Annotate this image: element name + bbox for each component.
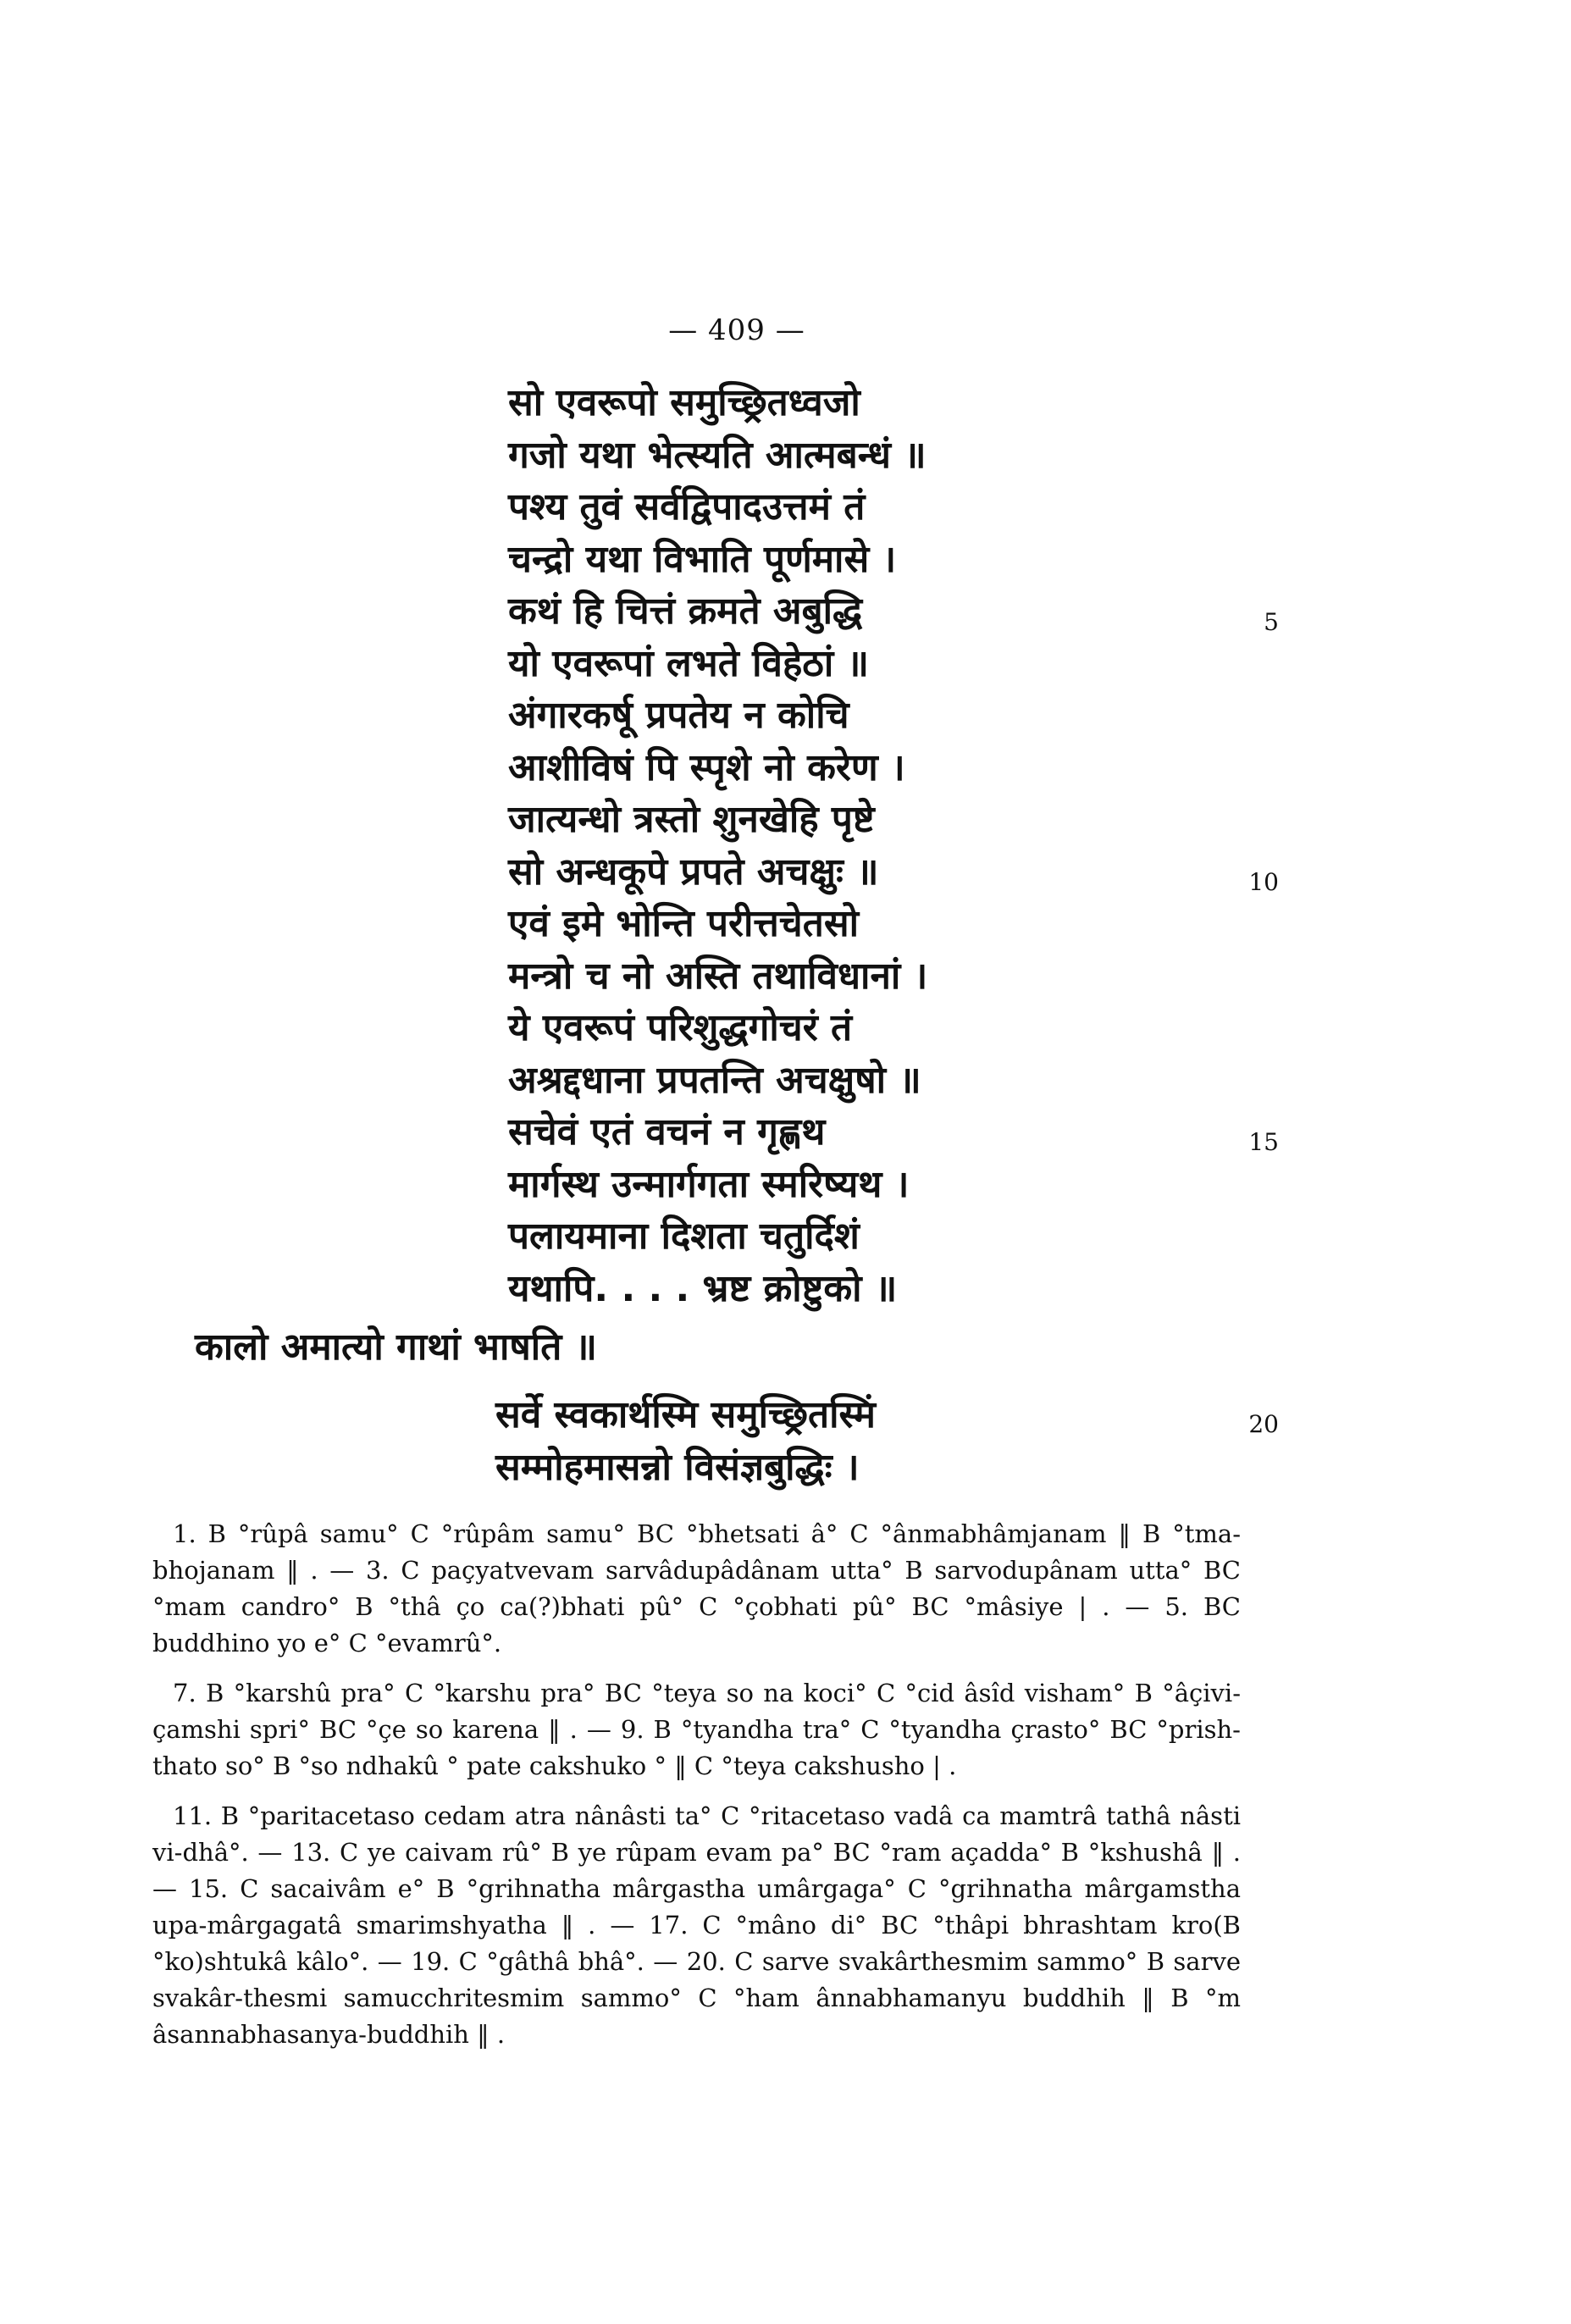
verse-line: सम्मोहमासन्नो विसंज्ञबुद्धिः । — [495, 1445, 860, 1489]
footnote-paragraph: 1. B °rûpâ samu° C °rûpâm samu° BC °bhetsati â° C °ânmabhâmjanam ‖ B °tma-bhojanam ‖ . — 3. C paçyatvevam sarvâdupâdânam utta° B sarvodupânam utta° BC °mam candro° B °thâ ço ca(?)bhati pû° C °çobhati pû° BC °mâsiye | . — 5. BC buddhino yo e° C °evamrû°. — [152, 1519, 1241, 1657]
line-marker-10: 10 — [1248, 868, 1279, 896]
verse-line: चन्द्रो यथा विभाति पूर्णमासे । — [508, 537, 897, 581]
verse-line: पश्य तुवं सर्वद्विपादउत्तमं तं — [508, 485, 866, 528]
footnotes — [152, 1516, 1241, 2067]
line-marker-20: 20 — [1248, 1410, 1279, 1438]
line-marker-15: 15 — [1248, 1128, 1279, 1156]
verse-line: पलायमाना दिशता चतुर्दिशं — [508, 1215, 860, 1258]
verse-line: यथापि. . . . भ्रष्ट क्रोष्टुको ॥ — [508, 1266, 898, 1310]
verse-line: जात्यन्धो त्रस्तो शुनखेहि पृष्टे — [508, 798, 875, 841]
verse-line: गजो यथा भेत्स्यति आत्मबन्धं ॥ — [508, 433, 927, 477]
verse-line: आशीविषं पि स्पृशे नो करेण । — [508, 745, 905, 789]
verse-line: सो एवरूपो समुच्छ्रितध्वजो — [508, 381, 860, 424]
verse-block — [508, 377, 1270, 1314]
footnote-paragraph: 7. B °karshû pra° C °karshu pra° BC °teya so na koci° C °cid âsîd visham° B °âçivi-çamshi spri° BC °çe so karena ‖ . — 9. B °tyandha tra° C °tyandha çrasto° BC °prish-thato so° B °so ndhakû ° pate cakshuko ° ‖ C °teya cakshusho | . — [152, 1679, 1241, 1780]
verse-line: अश्रद्दधाना प्रपतन्ति अचक्षुषो ॥ — [508, 1058, 921, 1102]
line-marker-5: 5 — [1264, 608, 1279, 636]
verse-line: ये एवरूपं परिशुद्धगोचरं तं — [508, 1006, 853, 1049]
footnote-paragraph: 11. B °paritacetaso cedam atra nânâsti ta° C °ritacetaso vadâ ca mamtrâ tathâ nâsti vi-dhâ°. — 13. C ye caivam rû° B ye rûpam evam pa° BC °ram açadda° B °kshushâ ‖ . — 15. C sacaivâm e° B °grihnatha mârgastha umârgaga° C °grihnatha mârgamstha upa-mârgagatâ smarimshyatha ‖ . — 17. C °mâno di° BC °thâpi bhrashtam kro(B °ko)shtukâ kâlo°. — 19. C °gâthâ bhâ°. — 20. C sarve svakârthesmim sammo° B sarve svakâr-thesmi samucchritesmim sammo° C °ham ânnabhamanyu buddhih ‖ B °m âsannabhasanya-buddhih ‖ . — [152, 1801, 1241, 2049]
prose-line: कालो अमात्यो गाथां भाषति ॥ — [195, 1325, 597, 1369]
verse-line: मन्त्रो च नो अस्ति तथाविधानां । — [508, 954, 928, 998]
verse-line: एवं इमे भोन्ति परीत्तचेतसो — [508, 902, 859, 945]
verse-line: अंगारकर्षू प्रपतेय न कोचि — [508, 694, 849, 737]
verse-line: सो अन्धकूपे प्रपते अचक्षुः ॥ — [508, 849, 879, 894]
verse-line: कथं हि चित्तं क्रमते अबुद्धि — [508, 589, 863, 633]
verse-line: मार्गस्थ उन्मार्गगता स्मरिष्यथ । — [508, 1162, 910, 1206]
verse-line: यो एवरूपां लभते विहेठां ॥ — [508, 641, 869, 685]
verse-line: सचेवं एतं वचनं न गृह्णथ — [508, 1110, 826, 1154]
verse-line: सर्वे स्वकार्थस्मि समुच्छ्रितस्मिं — [495, 1393, 876, 1436]
page-number: — 409 — — [668, 313, 805, 347]
verse-block-2 — [495, 1389, 1258, 1493]
